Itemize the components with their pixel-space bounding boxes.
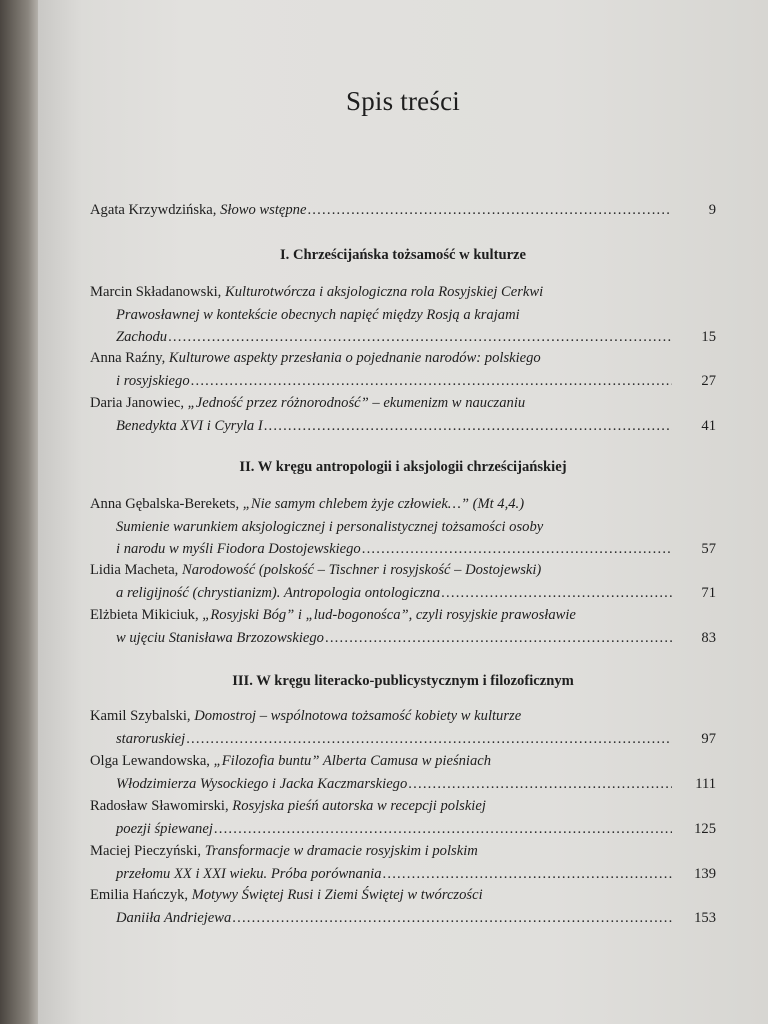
toc-entry: [90, 705, 716, 750]
work-title-line: Kulturowe aspekty przesłania o pojednanie narodów: polskiego: [168, 350, 541, 366]
leader-dots: [232, 907, 672, 930]
book-page: [38, 0, 768, 1024]
toc-entry: [90, 347, 716, 392]
work-title-line: Rosyjska pieśń autorska w recepcji polskiej: [232, 798, 486, 814]
toc-entry: [90, 493, 716, 561]
leader-dots: [191, 370, 672, 393]
work-title-line: i narodu w myśli Fiodora Dostojewskiego: [116, 541, 361, 557]
work-title-line: Transformacje w dramacie rosyjskim i polskim: [204, 843, 478, 859]
page-number: 139: [694, 865, 716, 882]
work-title-line: Benedykta XVI i Cyryla I: [116, 417, 263, 434]
toc-entry: [90, 750, 716, 795]
leader-dots: [307, 199, 672, 222]
leader-dots: [168, 326, 672, 349]
leader-dots: [383, 863, 672, 886]
work-title: Słowo wstępne: [220, 202, 307, 218]
page-number: 125: [694, 820, 716, 837]
work-title-line: Narodowość (polskość – Tischner i rosyjskość – Dostojewski): [181, 562, 542, 578]
page-number: 83: [701, 629, 716, 646]
author: Anna Gębalska-Berekets,: [90, 496, 243, 512]
page-number: 111: [695, 775, 716, 792]
author: Elżbieta Mikiciuk,: [90, 607, 203, 623]
work-title-line: w ujęciu Stanisława Brzozowskiego: [116, 629, 324, 646]
leader-dots: [408, 773, 672, 796]
author: Maciej Pieczyński,: [90, 843, 205, 859]
author: Daria Janowiec,: [90, 395, 188, 411]
toc-entry: [90, 884, 716, 929]
author: Emilia Hańczyk,: [90, 887, 192, 903]
page-number: 71: [701, 584, 716, 601]
work-title-line: Kulturotwórcza i aksjologiczna rola Rosyjskiej Cerkwi: [224, 284, 544, 300]
toc-entry-intro: [90, 199, 716, 222]
work-title-line: przełomu XX i XXI wieku. Próba porównania: [116, 865, 382, 882]
page-number: 57: [701, 541, 716, 557]
author: Olga Lewandowska,: [90, 753, 214, 769]
work-title-line: „Rosyjski Bóg” i „lud-bogonośca”, czyli rosyjskie prawosławie: [202, 607, 576, 623]
leader-dots: [264, 415, 672, 438]
work-title-line: „Filozofia buntu” Alberta Camusa w pieśniach: [213, 753, 492, 769]
section-heading-1: I. Chrześcijańska tożsamość w kulturze: [279, 247, 527, 263]
work-title-line: Zachodu: [116, 329, 168, 345]
author: Kamil Szybalski,: [90, 708, 195, 724]
author: Anna Raźny,: [90, 350, 169, 366]
toc-entry: [90, 281, 716, 349]
author: Radosław Sławomirski,: [90, 798, 233, 814]
leader-dots: [186, 728, 672, 751]
work-title-line: „Jedność przez różnorodność” – ekumenizm w nauczaniu: [187, 395, 526, 411]
work-title-line: Prawosławnej w kontekście obecnych napięć między Rosją a krajami: [116, 306, 520, 323]
work-title-line: Sumienie warunkiem aksjologicznej i personalistycznej tożsamości osoby: [116, 518, 544, 535]
section-heading-2: II. W kręgu antropologii i aksjologii chrześcijańskiej: [239, 459, 567, 475]
work-title-line: staroruskiej: [116, 730, 186, 747]
leader-dots: [362, 538, 672, 561]
work-title-line: i rosyjskiego: [116, 372, 190, 389]
toc-entry: [90, 840, 716, 885]
page-number: 97: [701, 730, 716, 747]
toc-entry: [90, 392, 716, 437]
work-title-line: Włodzimierza Wysockiego i Jacka Kaczmarskiego: [116, 775, 408, 792]
page-number: 153: [694, 909, 716, 926]
section-heading-3: III. W kręgu literacko-publicystycznym i filozoficznym: [232, 673, 574, 689]
work-title-line: Domostroj – wspólnotowa tożsamość kobiety w kulturze: [194, 708, 522, 724]
toc-entry: [90, 604, 716, 649]
page-number: 41: [701, 417, 716, 434]
toc-entry: [90, 559, 716, 604]
author: Agata Krzywdzińska,: [90, 202, 221, 218]
page-number: 27: [701, 372, 716, 389]
leader-dots: [441, 582, 672, 605]
toc-entry: [90, 795, 716, 840]
leader-dots: [214, 818, 672, 841]
leader-dots: [325, 627, 672, 650]
page-number: 9: [708, 202, 716, 218]
work-title-line: poezji śpiewanej: [116, 820, 213, 837]
book-spine-shadow: [0, 0, 40, 1024]
work-title-line: Motywy Świętej Rusi i Ziemi Świętej w twórczości: [191, 887, 483, 903]
author: Lidia Macheta,: [90, 562, 182, 578]
work-title-line: a religijność (chrystianizm). Antropologia ontologiczna: [116, 584, 441, 601]
work-title-line: Daniiła Andriejewa: [116, 909, 232, 926]
work-title-line: „Nie samym chlebem żyje człowiek…” (Mt 4,4.): [242, 496, 525, 512]
author: Marcin Składanowski,: [90, 284, 225, 300]
page-title: Spis treści: [346, 86, 460, 116]
page-number: 15: [701, 329, 716, 345]
